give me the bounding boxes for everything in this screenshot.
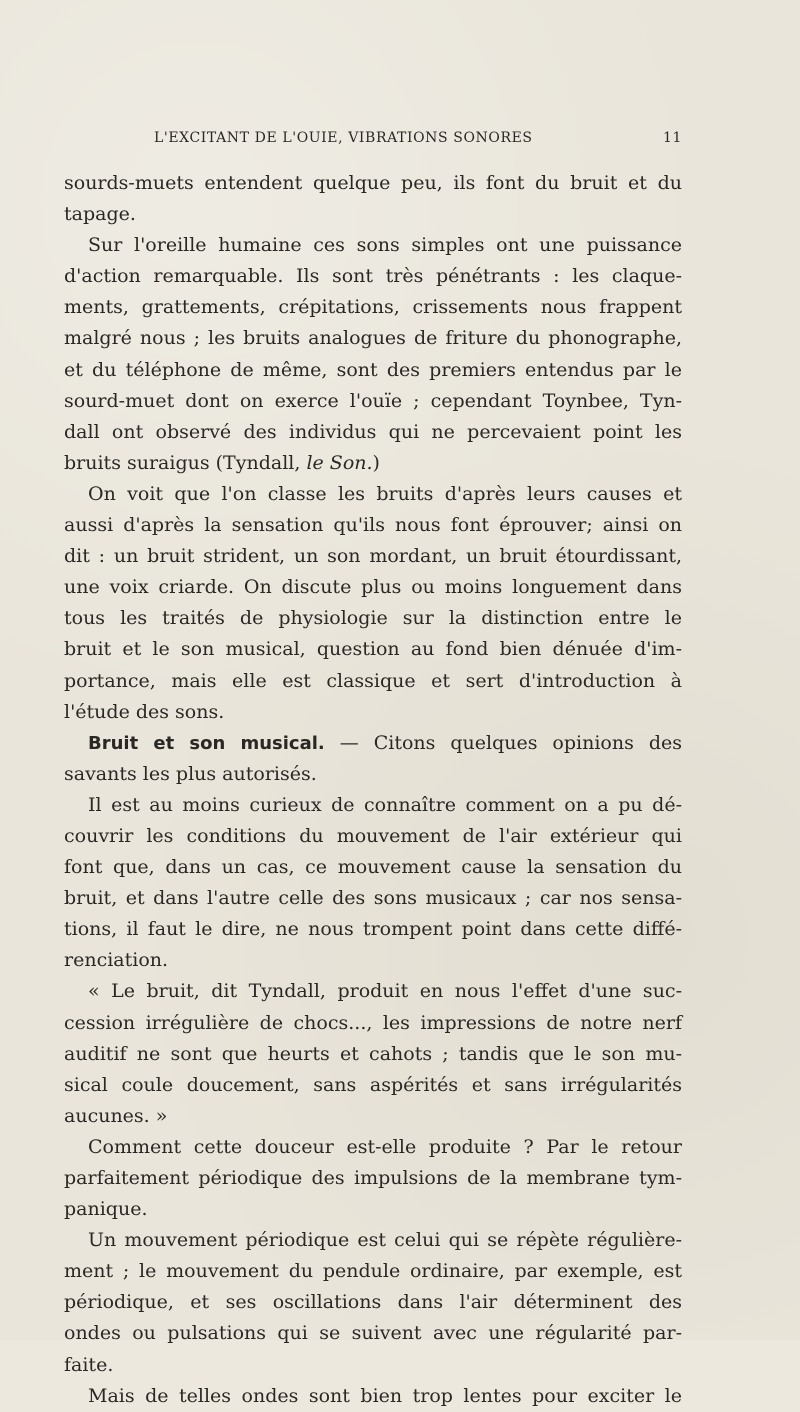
text-line: cession irrégulière de chocs..., les impressions de notre nerf <box>64 1011 682 1034</box>
text-line: Un mouvement périodique est celui qui se répète régulière- <box>88 1229 682 1252</box>
text-segment: — Citons quelques opinions des <box>324 731 682 754</box>
text-line: aucunes. » <box>64 1104 168 1127</box>
running-title: L'EXCITANT DE L'OUIE, VIBRATIONS SONORES <box>154 130 533 146</box>
text-line: « Le bruit, dit Tyndall, produit en nous l'effet d'une suc- <box>88 980 682 1003</box>
text-line: Mais de telles ondes sont bien trop lentes pour exciter le <box>88 1384 682 1407</box>
text-line: panique. <box>64 1198 148 1221</box>
text-line: faite. <box>64 1353 114 1376</box>
text-line: bruit et le son musical, question au fond bien dénuée d'im- <box>64 638 682 661</box>
text-line: ments, grattements, crépitations, crissements nous frappent <box>64 296 682 319</box>
text-segment: bruits suraigus (Tyndall, <box>64 451 307 474</box>
text-line: savants les plus autorisés. <box>64 762 317 785</box>
page-number: 11 <box>662 130 682 146</box>
text-line: dit : un bruit strident, un son mordant, un bruit étourdissant, <box>64 545 682 568</box>
text-line: une voix criarde. On discute plus ou moins longuement dans <box>64 576 682 599</box>
text-line <box>64 728 682 759</box>
text-line: portance, mais elle est classique et sert d'introduction à <box>64 669 682 692</box>
italic-citation: le Son. <box>306 451 373 474</box>
body-text <box>64 168 682 1412</box>
text-line: Sur l'oreille humaine ces sons simples ont une puissance <box>88 234 682 257</box>
text-line: auditif ne sont que heurts et cahots ; tandis que le son mu- <box>64 1042 682 1065</box>
text-line: d'action remarquable. Ils sont très pénétrants : les claque- <box>64 265 682 288</box>
text-line: sourds-muets entendent quelque peu, ils font du bruit et du <box>64 172 682 194</box>
text-line: dall ont observé des individus qui ne percevaient point les <box>64 420 682 443</box>
text-line: Comment cette douceur est-elle produite ? Par le retour <box>88 1135 682 1158</box>
text-line: aussi d'après la sensation qu'ils nous font éprouver; ainsi on <box>64 514 682 537</box>
text-line: font que, dans un cas, ce mouvement cause la sensation du <box>64 856 682 879</box>
text-line: tous les traités de physiologie sur la distinction entre le <box>64 607 682 630</box>
text-line: périodique, et ses oscillations dans l'air déterminent des <box>64 1291 682 1314</box>
text-line: parfaitement périodique des impulsions de la membrane tym- <box>64 1167 682 1189</box>
text-line: couvrir les conditions du mouvement de l'air extérieur qui <box>64 824 682 847</box>
text-line: sical coule doucement, sans aspérités et sans irrégularités <box>64 1073 682 1096</box>
running-header <box>64 130 682 154</box>
text-line: et du téléphone de même, sont des premiers entendus par le <box>64 358 682 381</box>
text-line: bruit, et dans l'autre celle des sons musicaux ; car nos sensa- <box>64 887 682 910</box>
text-line: l'étude des sons. <box>64 700 225 723</box>
text-line: sourd-muet dont on exerce l'ouïe ; cependant Toynbee, Tyn- <box>64 389 682 412</box>
text-line: malgré nous ; les bruits analogues de friture du phonographe, <box>64 327 682 350</box>
section-heading: Bruit et son musical. <box>88 732 325 754</box>
text-line: renciation. <box>64 949 169 972</box>
text-line: tions, il faut le dire, ne nous trompent point dans cette diffé- <box>64 918 682 941</box>
text-line: On voit que l'on classe les bruits d'après leurs causes et <box>88 482 682 505</box>
text-line: tapage. <box>64 203 136 226</box>
text-line: Il est au moins curieux de connaître comment on a pu dé- <box>88 793 682 816</box>
text-line: ment ; le mouvement du pendule ordinaire, par exemple, est <box>64 1260 682 1283</box>
text-line: ondes ou pulsations qui se suivent avec une régularité par- <box>64 1322 682 1345</box>
text-segment: ) <box>372 451 380 474</box>
text-line <box>64 448 682 479</box>
